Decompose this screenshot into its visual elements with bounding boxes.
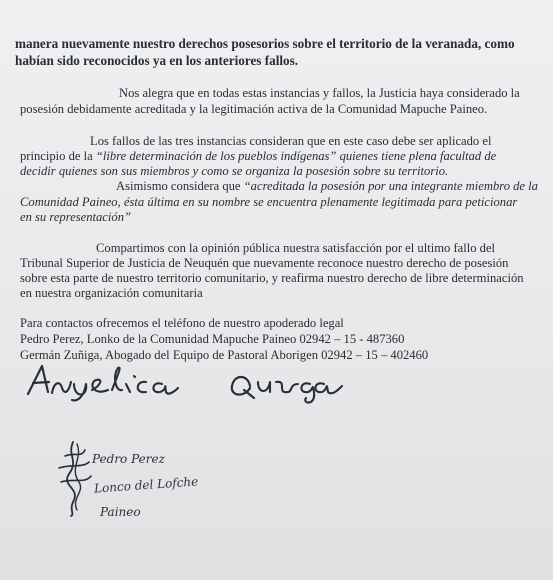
p3-line4: [116, 179, 538, 194]
p4-line4: en nuestra organización comunitaria: [20, 286, 203, 300]
p3-line2: [20, 149, 496, 164]
contacts-intro: Para contactos ofrecemos el teléfono de nuestro apoderado legal: [20, 316, 344, 330]
p3-line6: en su representación”: [20, 210, 131, 224]
p4-line2: Tribunal Superior de Justicia de Neuquén que nuevamente reconoce nuestro derecho de posesión: [20, 256, 509, 270]
p3-line3: decidir quienes son sus miembros y como se organiza la posesión sobre su territorio.: [20, 164, 449, 178]
p4-line3: sobre esta parte de nuestro territorio comunitario, y reafirma nuestro derecho de libre determinación: [20, 271, 524, 285]
p3-line1: Los fallos de las tres instancias consideran que en este caso debe ser aplicado el: [90, 134, 492, 148]
p1-line1: manera nuevamente nuestro derechos posesorios sobre el territorio de la veranada, como: [15, 36, 515, 51]
p1-line2: habían sido reconocidos ya en los anteriores fallos.: [15, 53, 299, 68]
contacts-line1: Pedro Perez, Lonko de la Comunidad Mapuche Paineo 02942 – 15 - 487360: [20, 332, 405, 346]
p3-line5: Comunidad Paineo, ésta última en su nombre se encuentra plenamente legitimada para peticionar: [20, 195, 518, 209]
signature-scribble-mark: [55, 438, 95, 518]
p3-line2-italic: “libre determinación de los pueblos indígenas” quienes tiene plena facultad de: [95, 149, 497, 163]
handwritten-note-line3: Paineo: [100, 505, 141, 519]
p3-line4-plain: Asimismo considera que: [116, 179, 244, 193]
p3-line4-italic: “acreditada la posesión por una integrante miembro de la: [243, 179, 538, 193]
p2-line2: posesión debidamente acreditada y la legitimación activa de la Comunidad Mapuche Paineo.: [20, 102, 488, 116]
p3-line2-plain: principio de la: [20, 149, 96, 163]
p4-line1: Compartimos con la opinión pública nuestra satisfacción por el ultimo fallo del: [96, 241, 496, 255]
handwritten-signature: [22, 360, 352, 405]
p2-line1: Nos alegra que en todas estas instancias y fallos, la Justicia haya considerado la: [119, 86, 520, 100]
contacts-line2: Germán Zuñiga, Abogado del Equipo de Pastoral Aborigen 02942 – 15 – 402460: [20, 348, 429, 362]
handwritten-note-line1: Pedro Perez: [92, 452, 165, 466]
handwritten-note-line2: Lonco del Lofche: [93, 474, 199, 496]
